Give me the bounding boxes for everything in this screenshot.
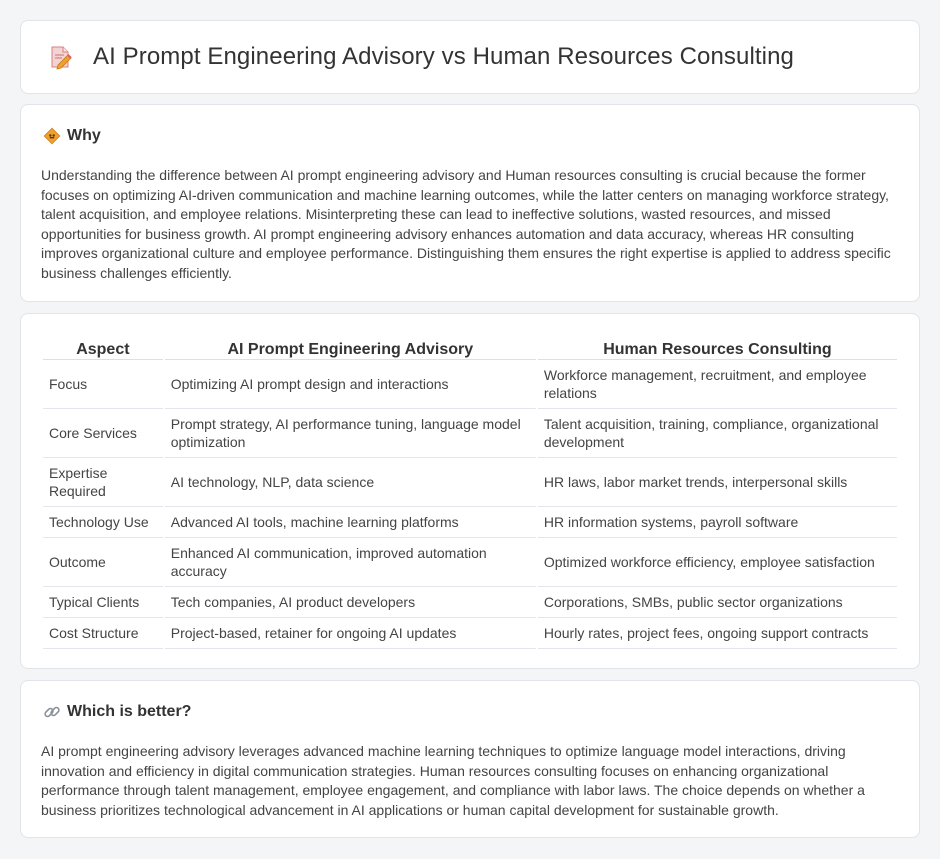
ai-cell: Enhanced AI communication, improved automation accuracy: [165, 538, 536, 587]
ai-cell: AI technology, NLP, data science: [165, 458, 536, 507]
table-row: [43, 409, 897, 458]
comparison-table: [41, 334, 899, 649]
aspect-cell: Typical Clients: [43, 587, 163, 618]
why-heading: Why: [67, 127, 101, 144]
aspect-cell: Cost Structure: [43, 618, 163, 649]
hr-cell: HR information systems, payroll software: [538, 507, 897, 538]
table-row: [43, 538, 897, 587]
title-row: [47, 43, 794, 71]
aspect-cell: Technology Use: [43, 507, 163, 538]
ai-cell: Project-based, retainer for ongoing AI updates: [165, 618, 536, 649]
hr-cell: Hourly rates, project fees, ongoing support contracts: [538, 618, 897, 649]
table-row: [43, 587, 897, 618]
edit-document-icon: [47, 44, 73, 70]
aspect-cell: Core Services: [43, 409, 163, 458]
table-header-row: [43, 334, 897, 360]
table-row: [43, 507, 897, 538]
table-row: [43, 618, 897, 649]
header-ai-advisory: AI Prompt Engineering Advisory: [165, 334, 536, 360]
why-section: [20, 104, 920, 302]
hr-cell: Talent acquisition, training, compliance, organizational development: [538, 409, 897, 458]
aspect-cell: Outcome: [43, 538, 163, 587]
which-better-section: [20, 680, 920, 838]
aspect-cell: Focus: [43, 360, 163, 409]
why-text: Understanding the difference between AI prompt engineering advisory and Human resources consulting is crucial because the former focuses on optimizing AI-driven communication and machine learning outcomes, while the latter centers on managing workforce strategy, talent acquisition, and employee relations. Misinterpreting these can lead to ineffective solutions, wasted resources, and missed opportunities for business growth. AI prompt engineering advisory enhances automation and data accuracy, whereas HR consulting improves organizational culture and employee performance. Distinguishing them ensures the right expertise is applied to address specific business challenges efficiently.: [41, 167, 891, 281]
ai-cell: Advanced AI tools, machine learning platforms: [165, 507, 536, 538]
link-icon: [43, 703, 61, 721]
aspect-cell: Expertise Required: [43, 458, 163, 507]
diamond-sign-icon: [43, 127, 61, 145]
comparison-section: [20, 313, 920, 669]
hr-cell: Workforce management, recruitment, and employee relations: [538, 360, 897, 409]
page-title: AI Prompt Engineering Advisory vs Human Resources Consulting: [93, 43, 794, 70]
header-card: [20, 20, 920, 94]
better-heading: Which is better?: [67, 703, 192, 720]
better-text: AI prompt engineering advisory leverages advanced machine learning techniques to optimize language model interactions, driving innovation and efficiency in digital communication strategies. Human resources consulting focuses on enhancing organizational performance through talent management, employee engagement, and compliance with labor laws. The choice depends on whether a business prioritizes technological advancement in AI applications or human capital development for sustainable growth.: [41, 743, 865, 818]
header-aspect: Aspect: [43, 334, 163, 360]
header-hr-consulting: Human Resources Consulting: [538, 334, 897, 360]
why-heading-row: [43, 127, 101, 145]
hr-cell: Corporations, SMBs, public sector organizations: [538, 587, 897, 618]
table-row: [43, 458, 897, 507]
ai-cell: Optimizing AI prompt design and interactions: [165, 360, 536, 409]
ai-cell: Tech companies, AI product developers: [165, 587, 536, 618]
table-row: [43, 360, 897, 409]
better-heading-row: [43, 703, 191, 721]
hr-cell: HR laws, labor market trends, interpersonal skills: [538, 458, 897, 507]
hr-cell: Optimized workforce efficiency, employee satisfaction: [538, 538, 897, 587]
ai-cell: Prompt strategy, AI performance tuning, language model optimization: [165, 409, 536, 458]
